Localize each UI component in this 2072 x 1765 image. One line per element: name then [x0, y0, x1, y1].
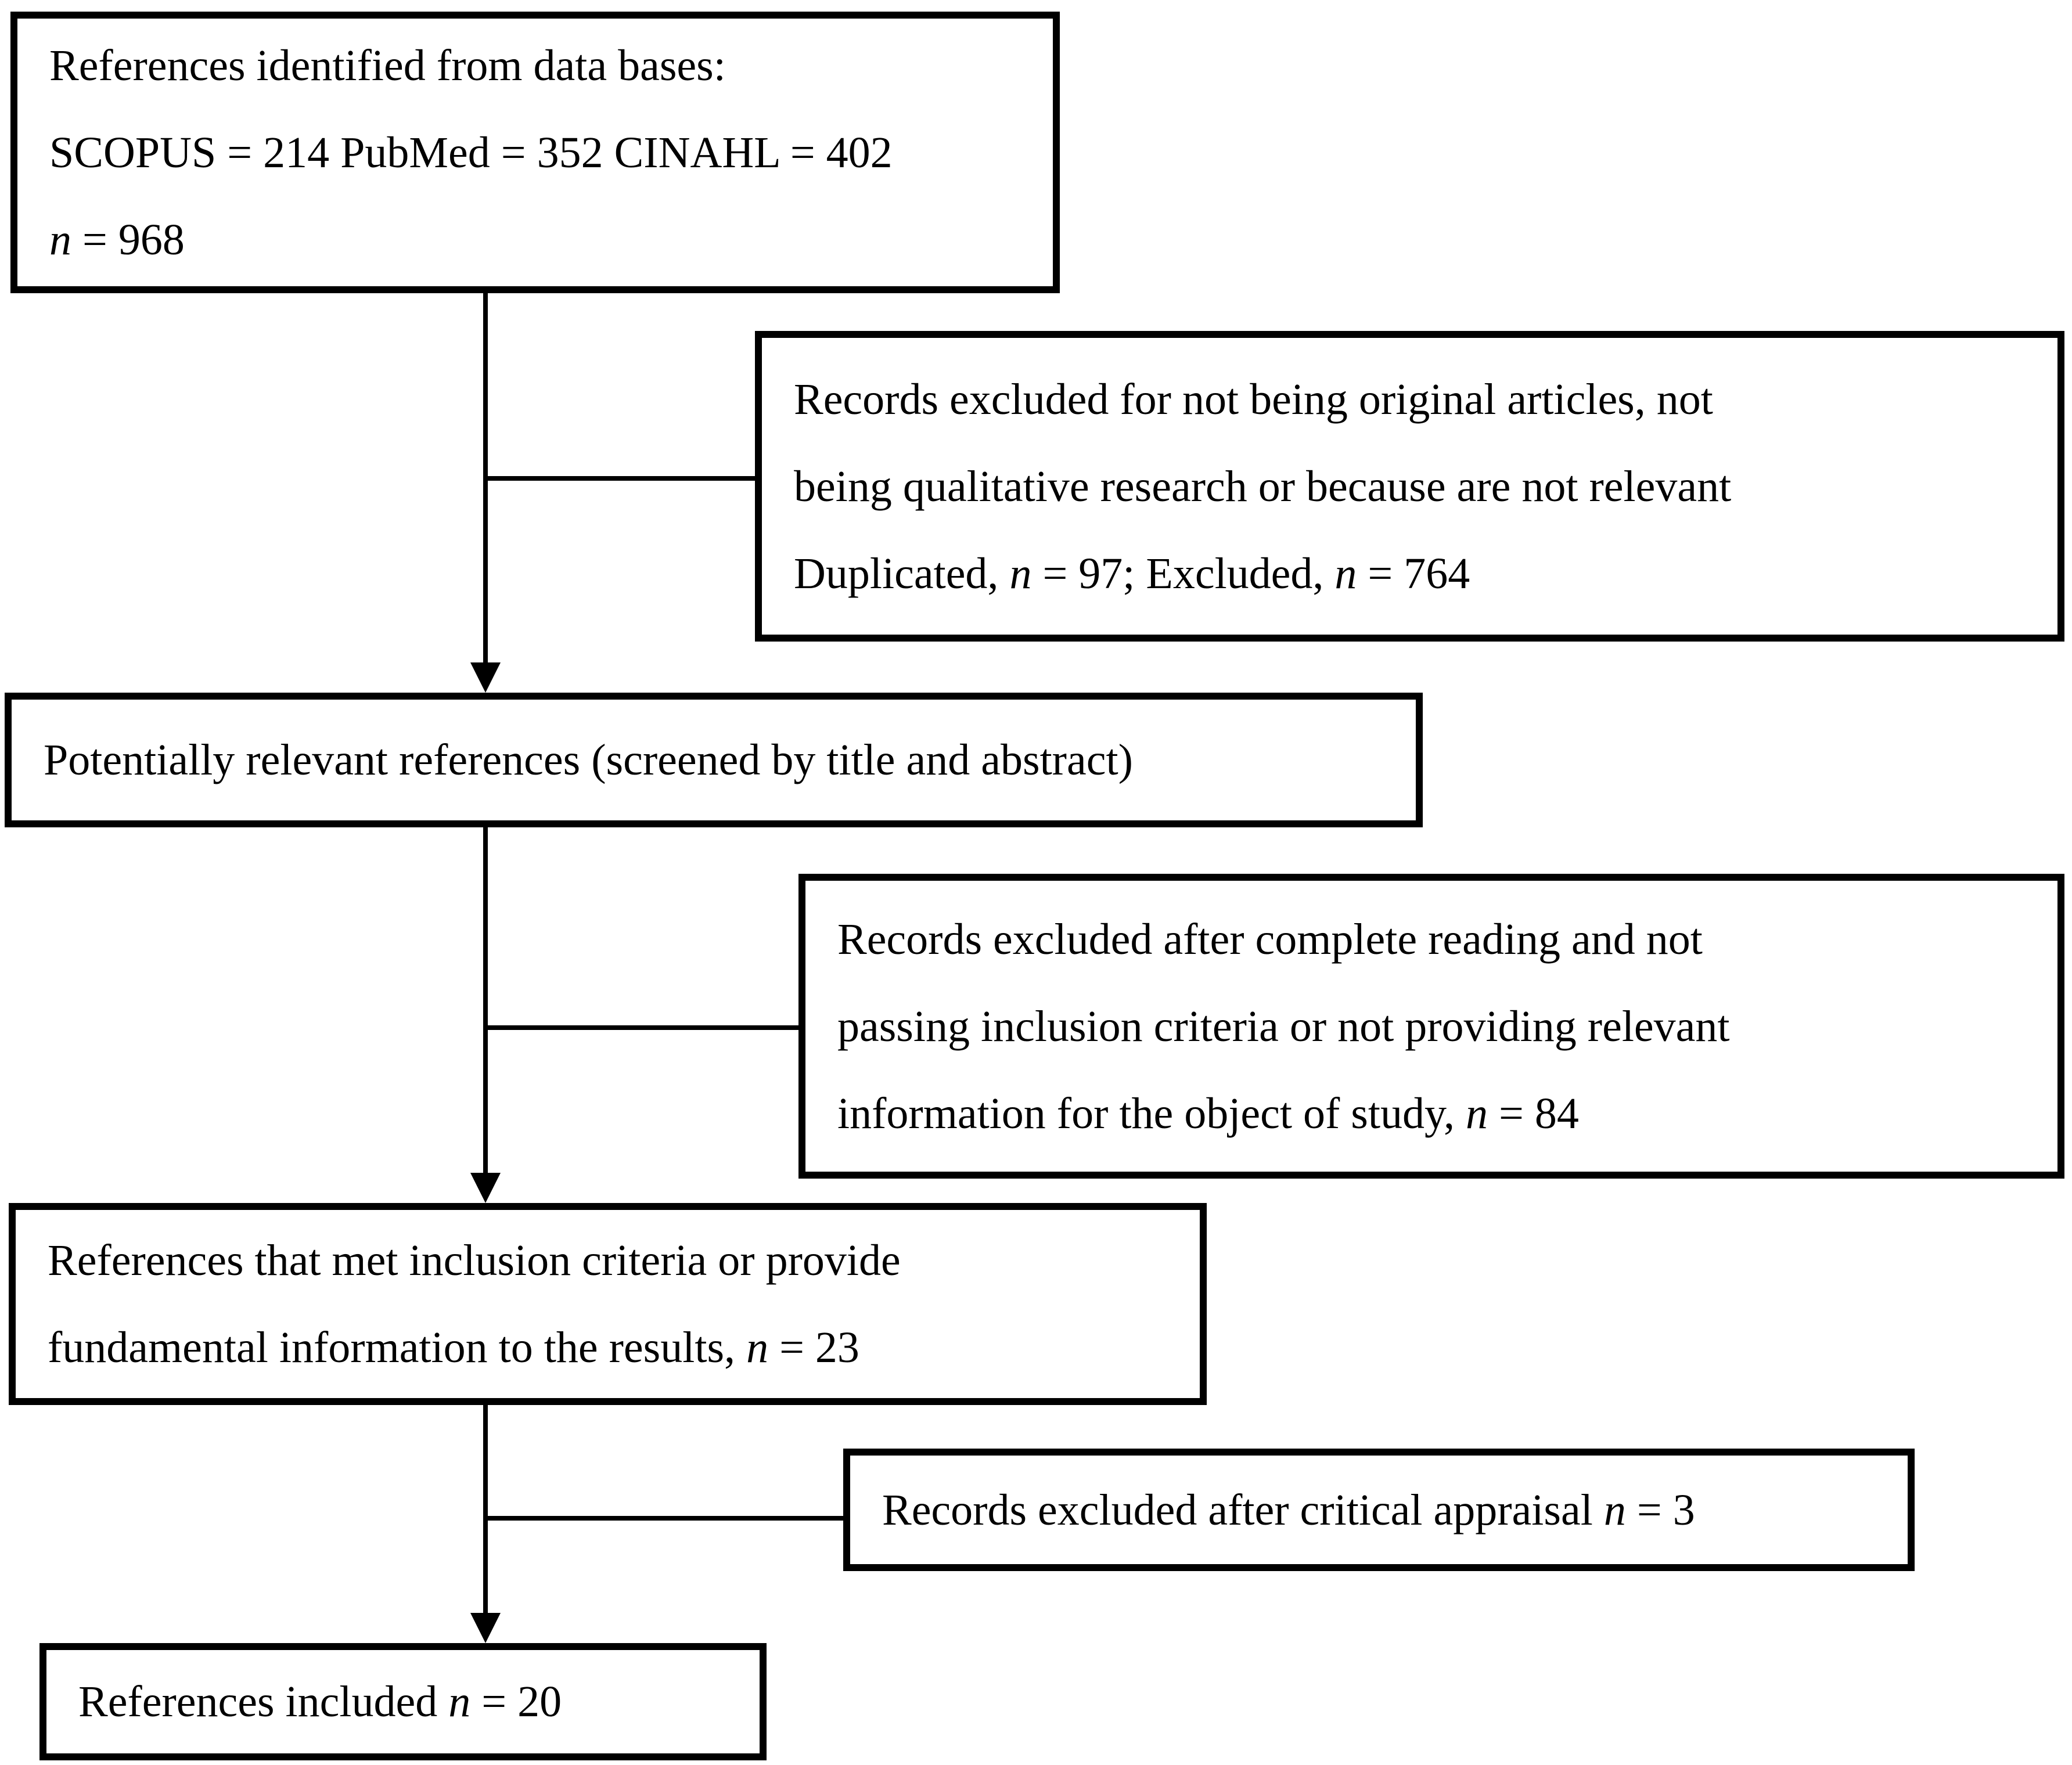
text-line: passing inclusion criteria or not providing relevant [837, 1002, 1730, 1051]
box-references-included-text [78, 1658, 736, 1745]
connector-line-3 [483, 1405, 488, 1613]
text-line: Records excluded for not being original articles, not [794, 374, 1713, 424]
text-line: fundamental information to the results, n = 23 [48, 1323, 859, 1372]
connector-branch-3 [485, 1516, 843, 1521]
box-references-identified-text [49, 22, 1030, 283]
box-references-identified [10, 12, 1060, 293]
text-line: References identified from data bases: [49, 41, 726, 90]
text-line: being qualitative research or because are not relevant [794, 462, 1732, 511]
box-records-excluded-full-reading [798, 874, 2064, 1179]
box-records-excluded-appraisal [843, 1449, 1915, 1571]
box-records-excluded-screening-text [794, 356, 2034, 617]
arrow-down-icon [470, 662, 501, 693]
box-references-met-criteria [9, 1203, 1207, 1405]
arrow-down-icon [470, 1173, 501, 1203]
box-potentially-relevant-text [44, 716, 1393, 804]
text-line: information for the object of study, n = 84 [837, 1089, 1579, 1138]
text-line: References included n = 20 [78, 1677, 562, 1726]
text-line: SCOPUS = 214 PubMed = 352 CINAHL = 402 [49, 128, 893, 177]
arrow-down-icon [470, 1613, 501, 1643]
box-records-excluded-screening [755, 331, 2064, 642]
connector-branch-2 [485, 1025, 798, 1030]
box-references-met-criteria-text [48, 1217, 1177, 1391]
box-records-excluded-full-reading-text [837, 896, 2034, 1157]
connector-branch-1 [485, 476, 755, 481]
box-references-included [39, 1643, 767, 1760]
box-records-excluded-appraisal-text [882, 1467, 1884, 1554]
text-line: Duplicated, n = 97; Excluded, n = 764 [794, 549, 1470, 598]
box-potentially-relevant [5, 693, 1423, 827]
text-line: n = 968 [49, 215, 185, 264]
text-line: Potentially relevant references (screened by title and abstract) [44, 736, 1133, 784]
text-line: Records excluded after critical appraisal n = 3 [882, 1485, 1695, 1535]
connector-line-2 [483, 827, 488, 1173]
text-line: References that met inclusion criteria or provide [48, 1236, 901, 1285]
text-line: Records excluded after complete reading and not [837, 914, 1703, 964]
